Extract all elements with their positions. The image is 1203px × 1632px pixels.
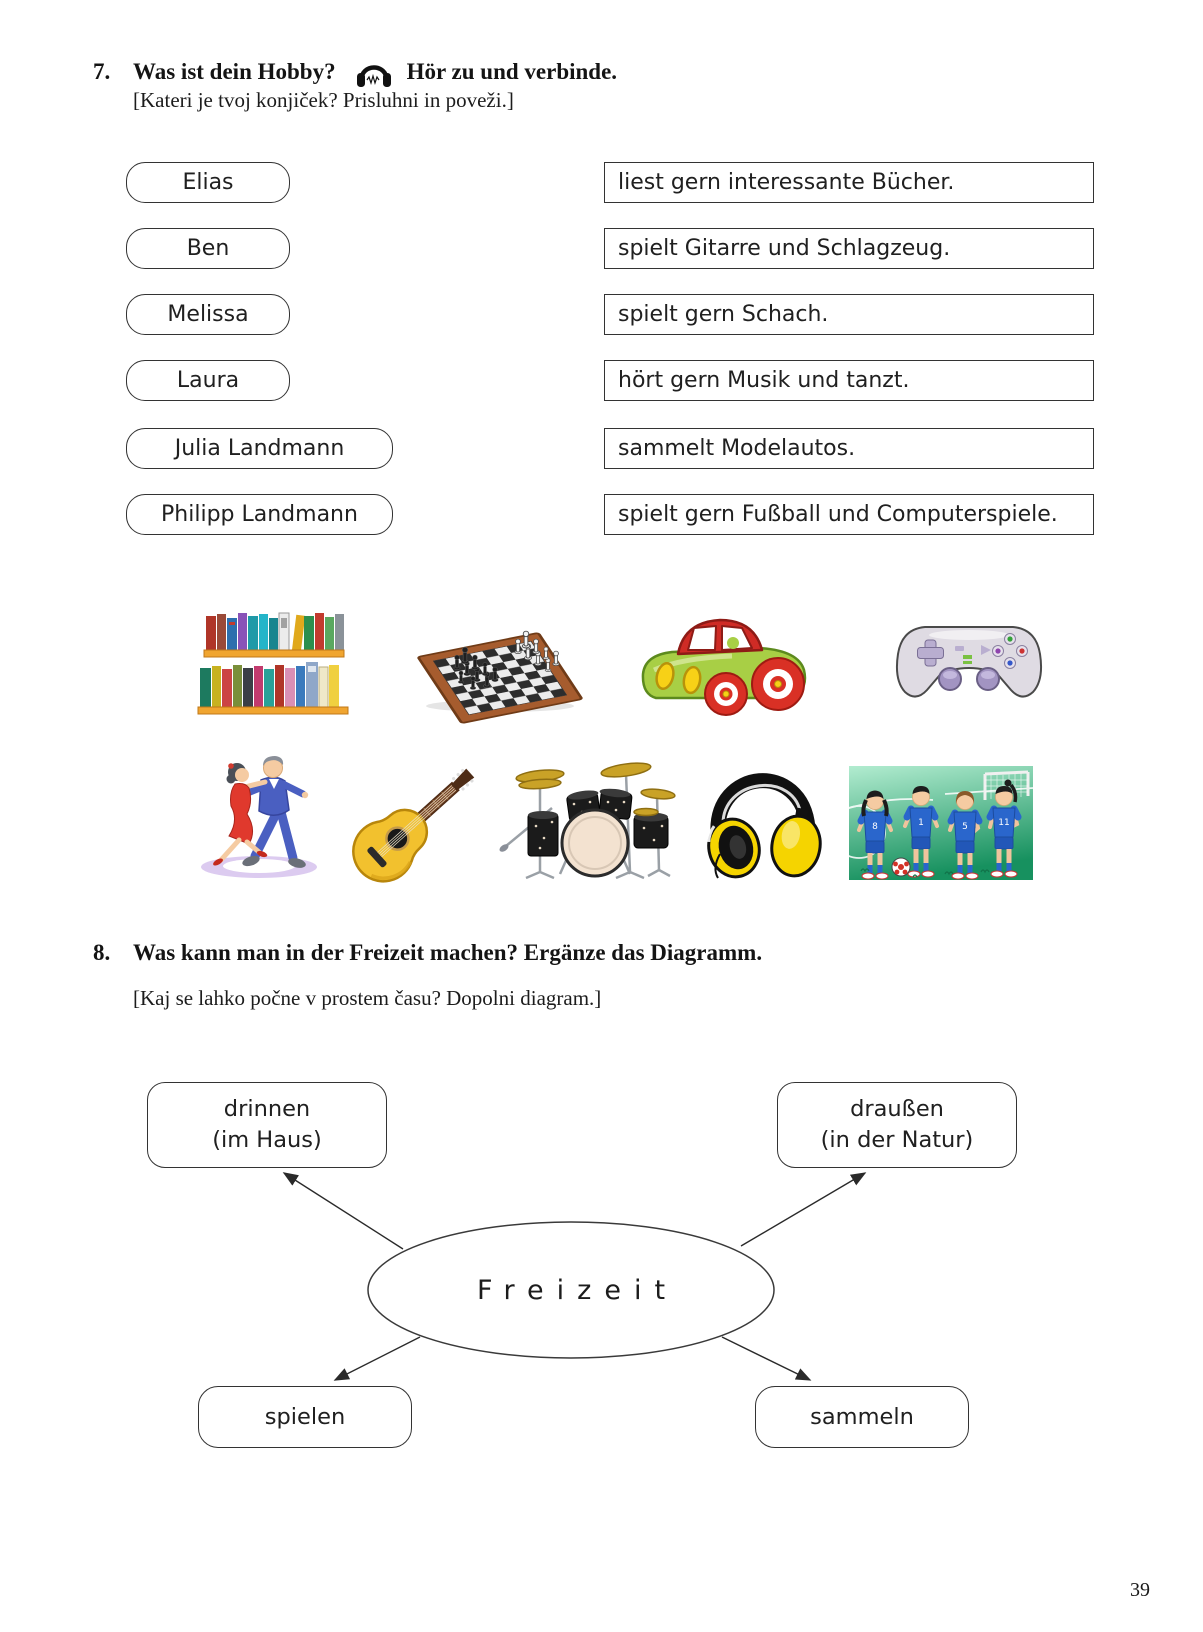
exercise8-header bbox=[93, 940, 762, 966]
diagram-box-line: spielen bbox=[264, 1403, 346, 1430]
name-box-julia-landmann[interactable] bbox=[126, 428, 393, 469]
hobby-box-1[interactable] bbox=[604, 162, 1094, 203]
hobby-label: sammelt Modelautos. bbox=[618, 436, 856, 461]
image-toy-car bbox=[640, 610, 810, 716]
hobby-box-2[interactable] bbox=[604, 228, 1094, 269]
diagram-center-label: Freizeit bbox=[476, 1274, 679, 1306]
hobby-box-5[interactable] bbox=[604, 428, 1094, 469]
right-ear-cup bbox=[767, 804, 826, 879]
headphones-icon bbox=[354, 54, 394, 90]
image-game-controller bbox=[893, 622, 1045, 706]
image-drum-kit bbox=[494, 750, 674, 880]
exercise8-number: 8. bbox=[93, 940, 111, 965]
name-box-laura[interactable] bbox=[126, 360, 290, 401]
hobby-label: spielt gern Fußball und Computerspiele. bbox=[618, 502, 1058, 527]
books-bottom-row bbox=[200, 662, 339, 707]
shelf-board bbox=[204, 650, 344, 657]
jersey-number: 11 bbox=[998, 818, 1010, 828]
name-label: Laura bbox=[176, 368, 240, 393]
name-box-philipp-landmann[interactable] bbox=[126, 494, 393, 535]
exercise7-header bbox=[93, 54, 617, 90]
name-box-ben[interactable] bbox=[126, 228, 290, 269]
diagram-box-line: (im Haus) bbox=[212, 1127, 322, 1153]
hobby-label: hört gern Musik und tanzt. bbox=[618, 368, 910, 393]
name-label: Philipp Landmann bbox=[161, 502, 358, 527]
analog-sticks bbox=[939, 668, 999, 690]
bass-drum bbox=[562, 810, 628, 876]
hobby-box-3[interactable] bbox=[604, 294, 1094, 335]
diagram-box-draussen[interactable] bbox=[777, 1082, 1017, 1168]
name-box-elias[interactable] bbox=[126, 162, 290, 203]
hobby-box-6[interactable] bbox=[604, 494, 1094, 535]
shelf-board bbox=[198, 707, 348, 714]
jersey-number: 5 bbox=[962, 822, 968, 832]
exercise8-title: Was kann man in der Freizeit machen? Ergänze das Diagramm. bbox=[133, 940, 763, 965]
diagram-box-sammeln[interactable] bbox=[755, 1386, 969, 1448]
exercise7-title: Was ist dein Hobby? bbox=[133, 59, 336, 84]
soccer-ball bbox=[892, 858, 910, 876]
name-label: Julia Landmann bbox=[174, 436, 345, 461]
diagram-box-line: drinnen bbox=[223, 1096, 311, 1122]
jersey-number: 8 bbox=[872, 822, 878, 832]
image-headphones bbox=[698, 746, 826, 880]
name-box-melissa[interactable] bbox=[126, 294, 290, 335]
diagram-box-line: (in der Natur) bbox=[820, 1127, 974, 1153]
exercise7-subtitle: [Kateri je tvoj konjiček? Prisluhni in poveži.] bbox=[133, 88, 514, 112]
image-dancing-couple bbox=[193, 748, 335, 880]
hobby-label: spielt gern Schach. bbox=[618, 302, 829, 327]
name-label: Elias bbox=[182, 170, 234, 195]
exercise8-subtitle: [Kaj se lahko počne v prostem času? Dopolni diagram.] bbox=[133, 986, 602, 1010]
image-chess-set bbox=[400, 618, 596, 715]
name-label: Ben bbox=[186, 236, 230, 261]
hobby-label: liest gern interessante Bücher. bbox=[618, 170, 955, 195]
name-label: Melissa bbox=[167, 302, 249, 327]
exercise7-instruction: Hör zu und verbinde. bbox=[406, 59, 618, 84]
diagram-box-line: sammeln bbox=[810, 1403, 914, 1430]
image-soccer-team bbox=[849, 766, 1033, 880]
diagram-box-drinnen[interactable] bbox=[147, 1082, 387, 1168]
woman bbox=[212, 763, 268, 867]
diagram-box-spielen[interactable] bbox=[198, 1386, 412, 1448]
diagram-box-line: draußen bbox=[850, 1096, 944, 1122]
page-number: 39 bbox=[1130, 1579, 1150, 1601]
image-acoustic-guitar bbox=[353, 746, 473, 880]
exercise7-number: 7. bbox=[93, 59, 111, 84]
books-top-row bbox=[206, 613, 344, 651]
hobby-box-4[interactable] bbox=[604, 360, 1094, 401]
man bbox=[240, 756, 308, 870]
jersey-number: 1 bbox=[918, 818, 924, 828]
hobby-label: spielt Gitarre und Schlagzeug. bbox=[618, 236, 951, 261]
image-bookshelf bbox=[196, 604, 350, 716]
